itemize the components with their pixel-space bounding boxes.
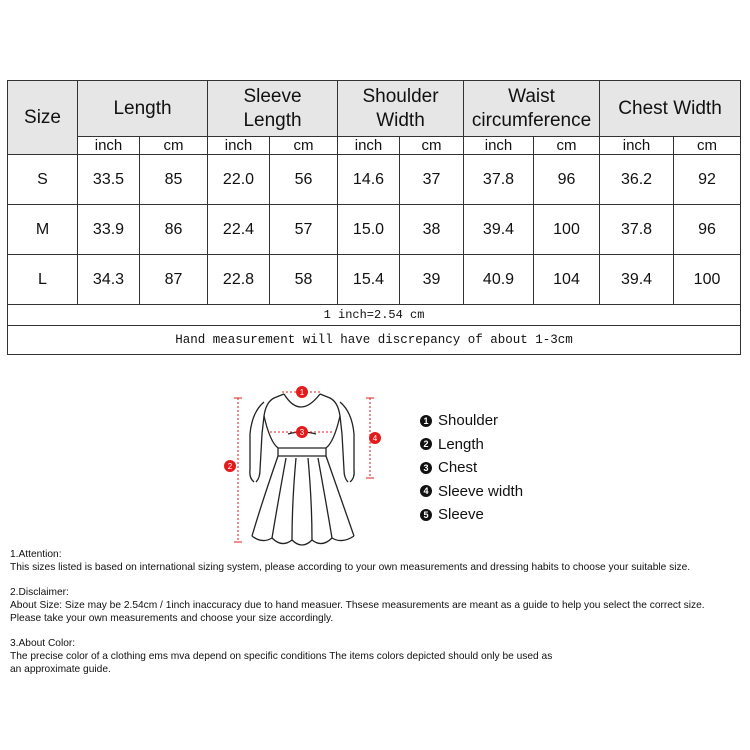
marker-2-label: 2	[227, 462, 233, 471]
unit-cell: cm	[270, 137, 338, 155]
discrepancy-note: Hand measurement will have discrepancy of about 1-3cm	[8, 326, 741, 355]
value-cell: 85	[140, 155, 208, 205]
value-cell: 14.6	[338, 155, 400, 205]
marker-2	[224, 460, 236, 472]
header-size: Size	[8, 81, 78, 155]
unit-row	[8, 137, 741, 155]
header-shoulder-width	[338, 81, 464, 137]
value-cell: 22.8	[208, 255, 270, 305]
header-row	[8, 81, 741, 137]
value-cell: 39	[400, 255, 464, 305]
header-waist-line2: circumference	[471, 109, 592, 131]
value-cell: 15.0	[338, 205, 400, 255]
value-cell: 22.0	[208, 155, 270, 205]
size-cell: L	[8, 255, 78, 305]
notes-section	[10, 548, 745, 688]
value-cell: 34.3	[78, 255, 140, 305]
unit-cell: inch	[338, 137, 400, 155]
value-cell: 36.2	[600, 155, 674, 205]
value-cell: 56	[270, 155, 338, 205]
value-cell: 100	[534, 205, 600, 255]
table-row	[8, 155, 741, 205]
marker-3-label: 3	[299, 428, 305, 437]
table-row	[8, 255, 741, 305]
legend-number-2: 2	[420, 438, 432, 450]
value-cell: 87	[140, 255, 208, 305]
marker-1	[296, 386, 308, 398]
unit-cell: inch	[208, 137, 270, 155]
value-cell: 92	[674, 155, 741, 205]
disclaimer-text: About Size: Size may be 2.54cm / 1inch inaccuracy due to hand measuer. Thsese measurements are meant as a guide to help you select the correct size.	[10, 600, 705, 611]
unit-cell: cm	[400, 137, 464, 155]
legend-item	[420, 480, 523, 504]
header-chest-width: Chest Width	[600, 81, 741, 137]
value-cell: 96	[674, 205, 741, 255]
value-cell: 39.4	[600, 255, 674, 305]
value-cell: 100	[674, 255, 741, 305]
legend-item	[420, 456, 523, 480]
size-chart-table	[7, 80, 741, 355]
value-cell: 96	[534, 155, 600, 205]
dress-measurement-diagram	[222, 372, 390, 552]
marker-3	[296, 426, 308, 438]
value-cell: 33.9	[78, 205, 140, 255]
table-row	[8, 205, 741, 255]
legend-item	[420, 503, 523, 527]
legend-label: Sleeve	[438, 506, 484, 524]
header-waist-circumference	[464, 81, 600, 137]
header-sleeve-length	[208, 81, 338, 137]
unit-cell: cm	[140, 137, 208, 155]
legend-item	[420, 433, 523, 457]
legend-label: Chest	[438, 459, 478, 477]
legend-number-1: 1	[420, 415, 432, 427]
legend-label: Length	[438, 435, 484, 453]
value-cell: 39.4	[464, 205, 534, 255]
value-cell: 37.8	[600, 205, 674, 255]
discrepancy-row	[8, 326, 741, 355]
unit-cell: inch	[464, 137, 534, 155]
marker-4-label: 4	[372, 434, 378, 443]
value-cell: 22.4	[208, 205, 270, 255]
attention-text: This sizes listed is based on international sizing system, please according to your own measurements and dressing habits to choose your suitable size.	[10, 562, 691, 573]
value-cell: 33.5	[78, 155, 140, 205]
disclaimer-block	[10, 586, 745, 625]
attention-title: 1.Attention:	[10, 549, 62, 560]
value-cell: 37.8	[464, 155, 534, 205]
color-text: an approximate guide.	[10, 664, 111, 675]
legend-label: Shoulder	[438, 412, 499, 430]
legend-label: Sleeve width	[438, 482, 524, 500]
size-cell: S	[8, 155, 78, 205]
header-sleeve-line2: Length	[243, 109, 302, 131]
value-cell: 38	[400, 205, 464, 255]
value-cell: 57	[270, 205, 338, 255]
color-block	[10, 637, 745, 676]
value-cell: 40.9	[464, 255, 534, 305]
marker-1-label: 1	[299, 388, 305, 397]
unit-cell: cm	[674, 137, 741, 155]
color-title: 3.About Color:	[10, 638, 76, 649]
marker-4	[369, 432, 381, 444]
conversion-row	[8, 305, 741, 326]
value-cell: 58	[270, 255, 338, 305]
header-shoulder-line1: Shoulder	[362, 85, 439, 107]
color-text: The precise color of a clothing ems mva depend on specific conditions The items colors depicted should only be used as	[10, 651, 553, 662]
unit-cell: inch	[600, 137, 674, 155]
conversion-note: 1 inch=2.54 cm	[8, 305, 741, 326]
dress-illustration	[222, 372, 390, 552]
legend-number-3: 3	[420, 462, 432, 474]
size-cell: M	[8, 205, 78, 255]
disclaimer-title: 2.Disclaimer:	[10, 587, 69, 598]
attention-block	[10, 548, 745, 574]
legend-number-4: 4	[420, 485, 432, 497]
header-waist-line1: Waist	[508, 85, 555, 107]
disclaimer-text: Please take your own measurements and choose your size accordingly.	[10, 613, 334, 624]
unit-cell: cm	[534, 137, 600, 155]
value-cell: 86	[140, 205, 208, 255]
header-length: Length	[78, 81, 208, 137]
value-cell: 104	[534, 255, 600, 305]
unit-cell: inch	[78, 137, 140, 155]
value-cell: 37	[400, 155, 464, 205]
header-shoulder-line2: Width	[376, 109, 425, 131]
header-sleeve-line1: Sleeve	[243, 85, 302, 107]
value-cell: 15.4	[338, 255, 400, 305]
legend-number-5: 5	[420, 509, 432, 521]
legend-item	[420, 409, 523, 433]
measurement-legend	[420, 409, 523, 527]
